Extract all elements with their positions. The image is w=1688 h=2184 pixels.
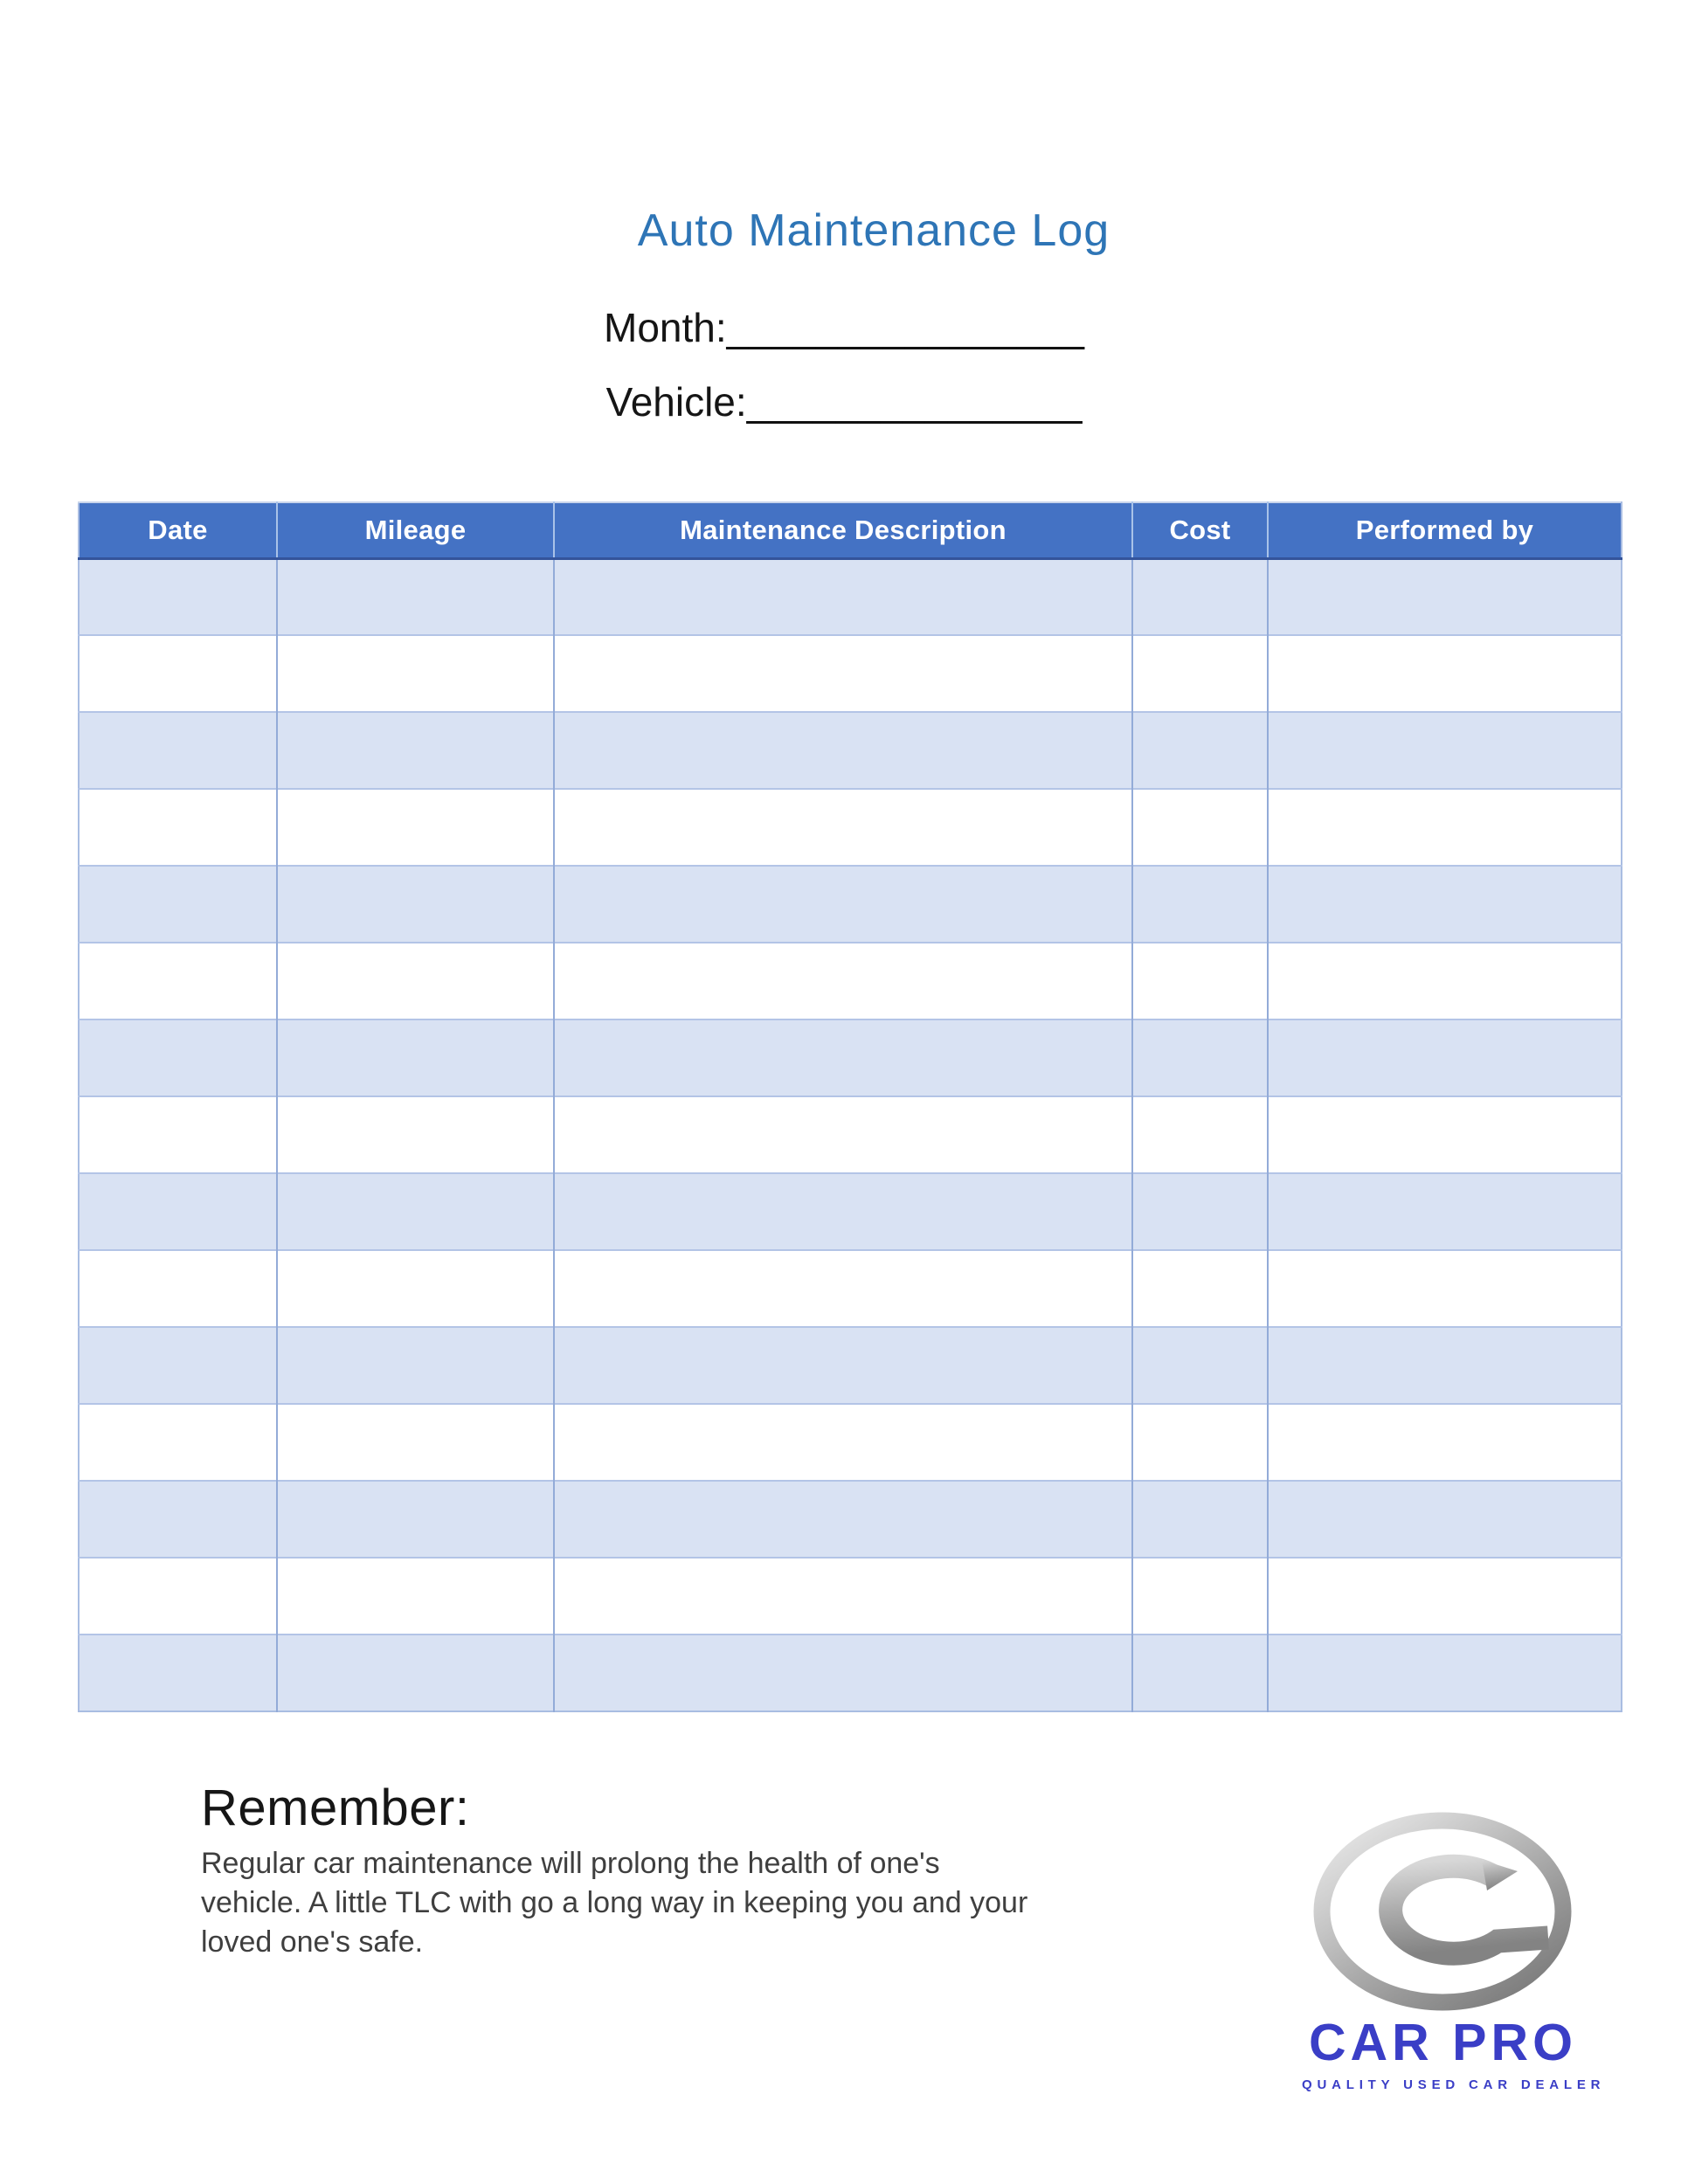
table-cell[interactable] [277, 866, 554, 943]
table-cell[interactable] [1268, 1558, 1622, 1635]
column-header-cost: Cost [1132, 502, 1268, 558]
table-cell[interactable] [1132, 943, 1268, 1019]
table-body [79, 558, 1622, 1711]
table-cell[interactable] [1132, 1096, 1268, 1173]
remember-text [201, 1844, 1232, 1962]
table-cell[interactable] [1268, 789, 1622, 866]
table-cell[interactable] [1132, 1558, 1268, 1635]
column-header-performed-by: Performed by [1268, 502, 1622, 558]
table-cell[interactable] [1132, 789, 1268, 866]
table-cell[interactable] [1132, 635, 1268, 712]
table-row [79, 866, 1622, 943]
remember-heading: Remember: [201, 1780, 470, 1836]
table-cell[interactable] [277, 1173, 554, 1250]
table-cell[interactable] [79, 789, 277, 866]
table-cell[interactable] [554, 943, 1132, 1019]
table-cell[interactable] [79, 1404, 277, 1481]
table-cell[interactable] [1268, 1173, 1622, 1250]
vehicle-field [0, 378, 1688, 425]
table-row [79, 712, 1622, 789]
maintenance-log-table [78, 501, 1622, 1712]
table-row [79, 789, 1622, 866]
table-cell[interactable] [277, 1019, 554, 1096]
table-cell[interactable] [79, 1019, 277, 1096]
table-cell[interactable] [277, 712, 554, 789]
remember-text-line: loved one's safe. [201, 1925, 424, 1959]
table-cell[interactable] [79, 1096, 277, 1173]
table-cell[interactable] [554, 866, 1132, 943]
table-cell[interactable] [554, 1019, 1132, 1096]
remember-text-line: Regular car maintenance will prolong the health of one's [201, 1847, 940, 1880]
table-cell[interactable] [554, 789, 1132, 866]
table-cell[interactable] [1268, 1250, 1622, 1327]
table-cell[interactable] [554, 1327, 1132, 1404]
table-cell[interactable] [79, 1327, 277, 1404]
table-cell[interactable] [1132, 866, 1268, 943]
table-cell[interactable] [277, 1558, 554, 1635]
table-cell[interactable] [1132, 1173, 1268, 1250]
table-header-row [79, 502, 1622, 558]
table-cell[interactable] [277, 1481, 554, 1558]
table-cell[interactable] [554, 635, 1132, 712]
table-cell[interactable] [79, 558, 277, 635]
table-cell[interactable] [79, 1481, 277, 1558]
table-cell[interactable] [277, 1635, 554, 1711]
table-cell[interactable] [1268, 1481, 1622, 1558]
column-header-date: Date [79, 502, 277, 558]
table-row [79, 1173, 1622, 1250]
car-pro-logo [1302, 1798, 1606, 2092]
table-cell[interactable] [79, 712, 277, 789]
table-cell[interactable] [554, 712, 1132, 789]
table-row [79, 635, 1622, 712]
table-cell[interactable] [79, 1173, 277, 1250]
table-cell[interactable] [1132, 1635, 1268, 1711]
table-row [79, 943, 1622, 1019]
table-row [79, 1635, 1622, 1711]
table-cell[interactable] [277, 558, 554, 635]
table-cell[interactable] [79, 1635, 277, 1711]
table-row [79, 1019, 1622, 1096]
table-cell[interactable] [1132, 1404, 1268, 1481]
logo-brand: CAR PRO [1308, 2014, 1578, 2071]
table-cell[interactable] [1268, 558, 1622, 635]
column-header-maintenance-description: Maintenance Description [554, 502, 1132, 558]
table-cell[interactable] [1132, 558, 1268, 635]
table-cell[interactable] [1268, 1635, 1622, 1711]
table-cell[interactable] [1132, 712, 1268, 789]
month-label: Month: [604, 305, 727, 350]
table-cell[interactable] [554, 1404, 1132, 1481]
column-header-mileage: Mileage [277, 502, 554, 558]
table-row [79, 1404, 1622, 1481]
table-cell[interactable] [79, 866, 277, 943]
table-row [79, 1096, 1622, 1173]
table-cell[interactable] [1132, 1481, 1268, 1558]
table-cell[interactable] [277, 1404, 554, 1481]
table-cell[interactable] [1268, 712, 1622, 789]
table-cell[interactable] [79, 1558, 277, 1635]
table-row [79, 1481, 1622, 1558]
table-cell[interactable] [554, 1481, 1132, 1558]
table-cell[interactable] [277, 1250, 554, 1327]
page-title: Auto Maintenance Log [637, 205, 1110, 256]
table-cell[interactable] [1268, 1404, 1622, 1481]
car-pro-emblem-icon [1302, 1798, 1584, 2011]
month-field [0, 304, 1688, 351]
table-cell[interactable] [554, 1096, 1132, 1173]
table-cell[interactable] [79, 635, 277, 712]
table-cell[interactable] [79, 943, 277, 1019]
table-cell[interactable] [554, 558, 1132, 635]
table-cell[interactable] [1268, 1096, 1622, 1173]
table-cell[interactable] [554, 1558, 1132, 1635]
table-cell[interactable] [1268, 1019, 1622, 1096]
table-cell[interactable] [277, 1096, 554, 1173]
table-row [79, 1558, 1622, 1635]
table-cell[interactable] [79, 1250, 277, 1327]
table-cell[interactable] [277, 1327, 554, 1404]
table-cell[interactable] [554, 1635, 1132, 1711]
month-blank-line[interactable]: ________________ [726, 305, 1084, 350]
table-cell[interactable] [1132, 1019, 1268, 1096]
table-cell[interactable] [554, 1173, 1132, 1250]
table-cell[interactable] [1268, 1327, 1622, 1404]
table-row [79, 1327, 1622, 1404]
table-cell[interactable] [1268, 943, 1622, 1019]
table-cell[interactable] [554, 1250, 1132, 1327]
remember-text-line: vehicle. A little TLC with go a long way in keeping you and your [201, 1886, 1028, 1919]
vehicle-blank-line[interactable]: _______________ [746, 379, 1083, 425]
table-cell[interactable] [1268, 635, 1622, 712]
table-cell[interactable] [277, 789, 554, 866]
table-cell[interactable] [1132, 1250, 1268, 1327]
remember-section [201, 1779, 1232, 1962]
table-cell[interactable] [1268, 866, 1622, 943]
logo-tagline: QUALITY USED CAR DEALER [1302, 2077, 1606, 2092]
vehicle-label: Vehicle: [605, 379, 747, 425]
table-cell[interactable] [277, 943, 554, 1019]
table-cell[interactable] [277, 635, 554, 712]
table-row [79, 1250, 1622, 1327]
table-cell[interactable] [1132, 1327, 1268, 1404]
table-row [79, 558, 1622, 635]
